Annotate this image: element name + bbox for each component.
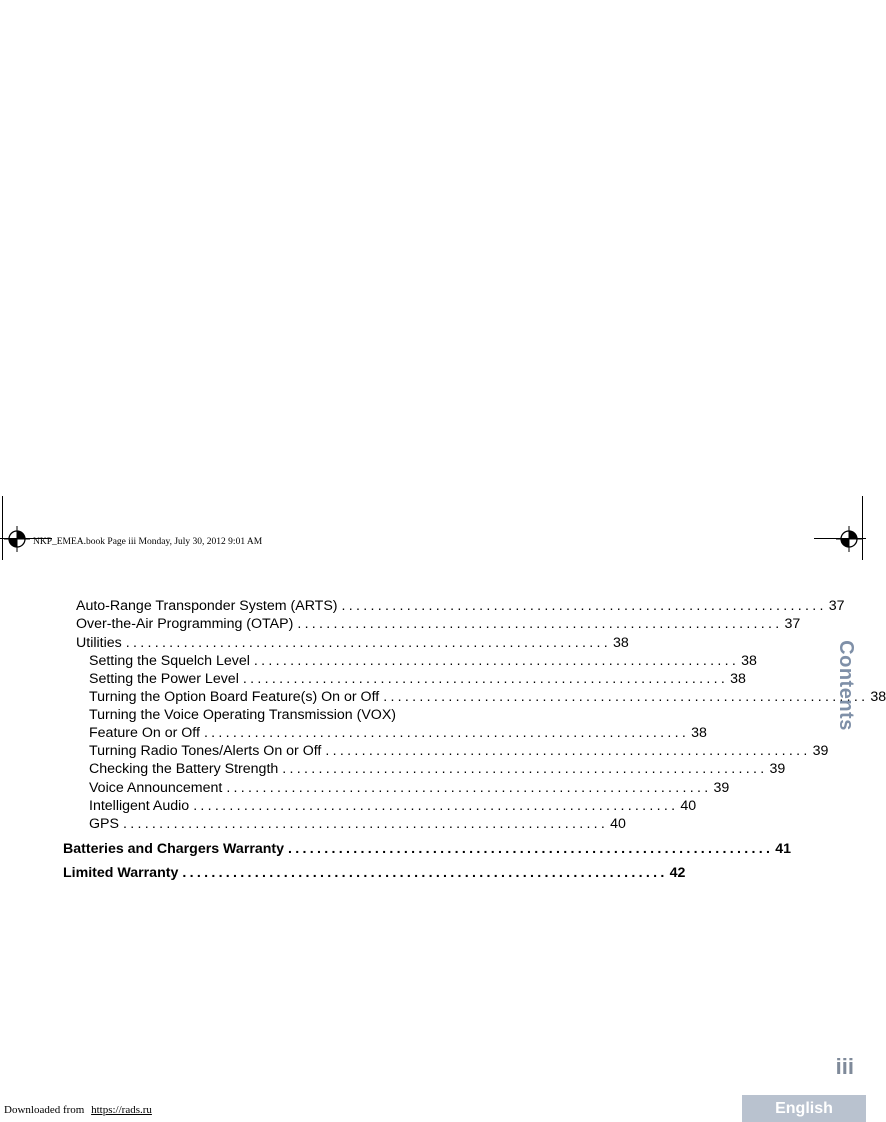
toc-entry-page: 40 xyxy=(680,797,697,814)
toc-leader-dots: ................................................................... xyxy=(242,671,729,688)
toc-entry-title: Turning the Option Board Feature(s) On or Off xyxy=(89,689,380,706)
registration-mark-left-icon xyxy=(2,524,32,554)
toc-entry[interactable] xyxy=(63,634,629,652)
toc-leader-dots: ................................................................... xyxy=(122,816,609,833)
toc-leader-dots: ................................................................... xyxy=(253,652,740,669)
toc-entry-page: 38 xyxy=(691,724,707,741)
toc-leader-dots: ................................................................... xyxy=(297,616,783,633)
language-label: English xyxy=(775,1099,833,1117)
toc-entry[interactable] xyxy=(63,597,845,615)
toc-entry-page: 39 xyxy=(812,743,829,760)
toc-entry-page: 39 xyxy=(769,761,786,778)
registration-mark-right-icon xyxy=(834,524,864,554)
toc-entry-title: Setting the Power Level xyxy=(89,671,239,688)
download-footer xyxy=(4,1104,154,1116)
toc-entry[interactable] xyxy=(63,797,697,815)
section-side-tab xyxy=(823,640,867,730)
toc-entry[interactable] xyxy=(63,815,626,833)
toc-leader-dots: ................................................................... xyxy=(125,634,611,651)
toc-leader-dots: ................................................................... xyxy=(288,840,774,857)
toc-entry-title-continuation: Feature On or Off xyxy=(89,724,200,741)
toc-leader-dots: ................................................................... xyxy=(341,598,827,614)
toc-leader-dots: ................................................................... xyxy=(282,761,768,778)
toc-entry[interactable] xyxy=(63,615,801,633)
toc-entry-title: Intelligent Audio xyxy=(89,797,190,814)
toc-leader-dots: ................................................................... xyxy=(203,724,690,741)
toc-entry-title-line1[interactable]: Turning the Voice Operating Transmission (VOX) xyxy=(89,706,397,723)
toc-entry-page: 41 xyxy=(775,840,792,857)
toc-entry[interactable] xyxy=(63,670,746,688)
toc-entry-page: 38 xyxy=(870,689,886,706)
toc-entry-page: 37 xyxy=(784,616,801,633)
toc-entry-title: Over-the-Air Programming (OTAP) xyxy=(76,616,294,633)
side-tab-label: Contents xyxy=(834,639,857,731)
source-link[interactable]: https://rads.ru xyxy=(91,1104,152,1116)
toc-chapter-entry[interactable] xyxy=(63,864,686,882)
toc-leader-dots: ................................................................... xyxy=(193,797,679,814)
toc-entry[interactable] xyxy=(63,652,757,670)
toc-entry-page: 40 xyxy=(610,816,626,833)
book-page-stamp: NKP_EMEA.book Page iii Monday, July 30, 2012 9:01 AM xyxy=(33,537,263,547)
language-tab xyxy=(742,1095,866,1122)
toc-entry-title: Setting the Squelch Level xyxy=(89,652,250,669)
footer-prefix: Downloaded from xyxy=(4,1104,85,1116)
toc-entry-title: Auto-Range Transponder System (ARTS) xyxy=(76,598,338,614)
toc-leader-dots: ................................................................... xyxy=(383,689,869,706)
toc-entry-title: Checking the Battery Strength xyxy=(89,761,279,778)
toc-entry[interactable] xyxy=(63,760,786,778)
toc-entry-title: GPS xyxy=(89,816,119,833)
toc-entry-title: Turning Radio Tones/Alerts On or Off xyxy=(89,743,322,760)
toc-entry[interactable] xyxy=(63,779,730,797)
toc-entry[interactable] xyxy=(63,724,707,742)
toc-entry-page: 42 xyxy=(669,864,686,881)
toc-entry[interactable] xyxy=(63,688,886,706)
page-number: iii xyxy=(835,1054,854,1079)
toc-chapter-entry[interactable] xyxy=(63,840,792,858)
toc-entry-title: Limited Warranty xyxy=(63,864,179,881)
toc-leader-dots: ................................................................... xyxy=(226,779,712,796)
toc-entry-page: 38 xyxy=(612,634,629,651)
toc-entry-title: Batteries and Chargers Warranty xyxy=(63,840,285,857)
toc-leader-dots: ................................................................... xyxy=(182,864,668,881)
toc-entry-page: 38 xyxy=(741,652,757,669)
toc-leader-dots: ................................................................... xyxy=(325,743,811,760)
toc-entry-title: Utilities xyxy=(76,634,122,651)
toc-entry-title: Voice Announcement xyxy=(89,779,223,796)
toc-entry[interactable] xyxy=(63,742,829,760)
toc-entry-page: 37 xyxy=(828,598,845,614)
toc-entry-page: 39 xyxy=(713,779,730,796)
toc-entry-page: 38 xyxy=(730,671,746,688)
